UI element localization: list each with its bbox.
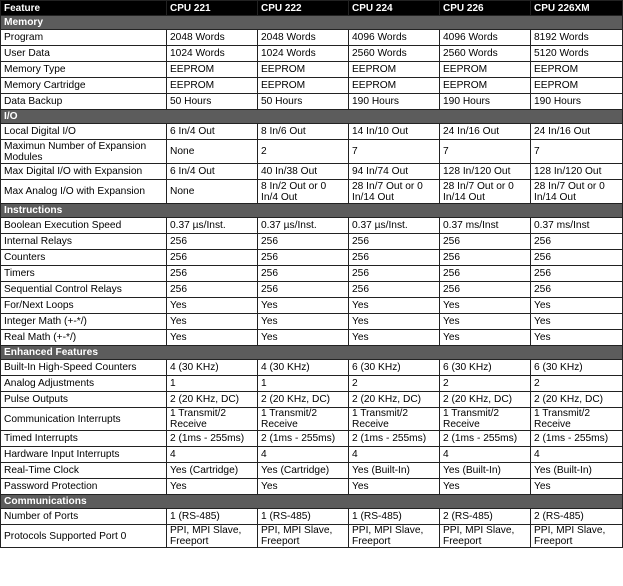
table-cell: Yes: [349, 314, 440, 330]
table-cell: EEPROM: [258, 78, 349, 94]
table-cell: Yes: [167, 330, 258, 346]
table-cell: EEPROM: [531, 78, 623, 94]
feature-label: Number of Ports: [1, 509, 167, 525]
table-cell: EEPROM: [440, 78, 531, 94]
table-row: [1, 408, 623, 431]
table-row: [1, 509, 623, 525]
table-cell: 0.37 ms/Inst: [531, 218, 623, 234]
table-row: [1, 447, 623, 463]
table-cell: 28 In/7 Out or 0 In/14 Out: [349, 180, 440, 204]
table-cell: 1 Transmit/2 Receive: [349, 408, 440, 431]
table-row: [1, 30, 623, 46]
table-cell: PPI, MPI Slave, Freeport: [167, 525, 258, 548]
table-cell: Yes (Built-In): [531, 463, 623, 479]
column-header-cpu-226xm: CPU 226XM: [531, 1, 623, 16]
table-cell: PPI, MPI Slave, Freeport: [531, 525, 623, 548]
table-cell: 256: [349, 282, 440, 298]
table-cell: Yes: [349, 298, 440, 314]
table-cell: EEPROM: [258, 62, 349, 78]
table-cell: Yes: [349, 479, 440, 495]
table-cell: Yes: [258, 314, 349, 330]
table-cell: 50 Hours: [258, 94, 349, 110]
table-cell: Yes: [531, 314, 623, 330]
table-cell: 256: [258, 266, 349, 282]
table-cell: 256: [349, 250, 440, 266]
table-cell: Yes (Built-In): [440, 463, 531, 479]
table-cell: 8192 Words: [531, 30, 623, 46]
table-cell: 6 (30 KHz): [531, 360, 623, 376]
table-cell: 28 In/7 Out or 0 In/14 Out: [440, 180, 531, 204]
table-cell: EEPROM: [349, 62, 440, 78]
table-cell: 1 Transmit/2 Receive: [440, 408, 531, 431]
table-row: [1, 360, 623, 376]
feature-label: Hardware Input Interrupts: [1, 447, 167, 463]
table-cell: None: [167, 140, 258, 164]
table-cell: Yes: [440, 330, 531, 346]
table-cell: 4 (30 KHz): [258, 360, 349, 376]
table-row: [1, 431, 623, 447]
table-cell: 256: [258, 234, 349, 250]
feature-label: Max Analog I/O with Expansion: [1, 180, 167, 204]
table-cell: Yes (Cartridge): [167, 463, 258, 479]
feature-label: Internal Relays: [1, 234, 167, 250]
feature-label: Counters: [1, 250, 167, 266]
table-cell: 2 (RS-485): [531, 509, 623, 525]
table-cell: Yes: [167, 298, 258, 314]
table-row: [1, 94, 623, 110]
table-cell: 256: [531, 282, 623, 298]
table-cell: 1: [167, 376, 258, 392]
table-cell: PPI, MPI Slave, Freeport: [349, 525, 440, 548]
table-cell: 190 Hours: [349, 94, 440, 110]
feature-label: Communication Interrupts: [1, 408, 167, 431]
feature-label: Boolean Execution Speed: [1, 218, 167, 234]
table-cell: 256: [531, 234, 623, 250]
feature-label: User Data: [1, 46, 167, 62]
feature-label: Memory Type: [1, 62, 167, 78]
table-cell: 24 In/16 Out: [531, 124, 623, 140]
table-row: [1, 124, 623, 140]
table-cell: PPI, MPI Slave, Freeport: [440, 525, 531, 548]
table-cell: Yes: [531, 298, 623, 314]
feature-label: Analog Adjustments: [1, 376, 167, 392]
feature-label: Sequential Control Relays: [1, 282, 167, 298]
table-cell: 0.37 µs/Inst.: [167, 218, 258, 234]
table-cell: 0.37 µs/Inst.: [258, 218, 349, 234]
column-header-cpu-222: CPU 222: [258, 1, 349, 16]
feature-label: Password Protection: [1, 479, 167, 495]
table-cell: 94 In/74 Out: [349, 164, 440, 180]
table-cell: 8 In/2 Out or 0 In/4 Out: [258, 180, 349, 204]
table-cell: 2 (20 KHz, DC): [349, 392, 440, 408]
table-cell: Yes (Built-In): [349, 463, 440, 479]
table-cell: 1024 Words: [258, 46, 349, 62]
feature-label: Program: [1, 30, 167, 46]
feature-label: Max Digital I/O with Expansion: [1, 164, 167, 180]
section-header-row: [1, 110, 623, 124]
table-cell: 2048 Words: [167, 30, 258, 46]
table-cell: 256: [349, 266, 440, 282]
table-cell: 6 (30 KHz): [349, 360, 440, 376]
table-cell: 256: [349, 234, 440, 250]
table-cell: EEPROM: [531, 62, 623, 78]
table-cell: 2048 Words: [258, 30, 349, 46]
table-cell: Yes: [531, 479, 623, 495]
table-cell: 4096 Words: [349, 30, 440, 46]
table-cell: EEPROM: [349, 78, 440, 94]
table-cell: Yes (Cartridge): [258, 463, 349, 479]
table-cell: EEPROM: [440, 62, 531, 78]
table-cell: 6 (30 KHz): [440, 360, 531, 376]
table-cell: 128 In/120 Out: [531, 164, 623, 180]
feature-label: Data Backup: [1, 94, 167, 110]
table-row: [1, 298, 623, 314]
table-cell: 6 In/4 Out: [167, 124, 258, 140]
feature-label: Timers: [1, 266, 167, 282]
table-row: [1, 314, 623, 330]
table-row: [1, 392, 623, 408]
table-cell: 28 In/7 Out or 0 In/14 Out: [531, 180, 623, 204]
table-cell: 256: [440, 234, 531, 250]
table-row: [1, 164, 623, 180]
table-cell: Yes: [440, 298, 531, 314]
table-cell: Yes: [440, 314, 531, 330]
table-cell: 4: [167, 447, 258, 463]
section-header-row: [1, 495, 623, 509]
table-cell: 256: [258, 282, 349, 298]
table-cell: 4: [531, 447, 623, 463]
table-cell: 2: [440, 376, 531, 392]
table-cell: 2 (20 KHz, DC): [258, 392, 349, 408]
table-cell: 256: [531, 250, 623, 266]
table-row: [1, 78, 623, 94]
table-cell: 256: [440, 250, 531, 266]
table-row: [1, 266, 623, 282]
table-cell: 2 (1ms - 255ms): [258, 431, 349, 447]
table-cell: 2 (1ms - 255ms): [167, 431, 258, 447]
table-cell: 190 Hours: [440, 94, 531, 110]
table-cell: 0.37 µs/Inst.: [349, 218, 440, 234]
column-header-feature: Feature: [1, 1, 167, 16]
column-header-cpu-224: CPU 224: [349, 1, 440, 16]
table-cell: Yes: [349, 330, 440, 346]
table-cell: 2 (1ms - 255ms): [440, 431, 531, 447]
table-cell: 0.37 ms/Inst: [440, 218, 531, 234]
table-row: [1, 180, 623, 204]
table-cell: 4: [440, 447, 531, 463]
feature-label: Maximun Number of Expansion Modules: [1, 140, 167, 164]
table-cell: 1 Transmit/2 Receive: [258, 408, 349, 431]
table-cell: 256: [531, 266, 623, 282]
section-title: Instructions: [1, 204, 623, 218]
table-body: [1, 16, 623, 548]
table-cell: Yes: [258, 479, 349, 495]
table-cell: 2: [349, 376, 440, 392]
table-row: [1, 330, 623, 346]
table-cell: 1: [258, 376, 349, 392]
table-cell: 2 (1ms - 255ms): [349, 431, 440, 447]
table-cell: 2: [258, 140, 349, 164]
table-cell: Yes: [440, 479, 531, 495]
table-cell: 256: [167, 266, 258, 282]
table-cell: 256: [167, 234, 258, 250]
table-cell: 2 (20 KHz, DC): [440, 392, 531, 408]
table-cell: 8 In/6 Out: [258, 124, 349, 140]
table-row: [1, 140, 623, 164]
table-cell: 4: [349, 447, 440, 463]
table-cell: 128 In/120 Out: [440, 164, 531, 180]
table-cell: Yes: [258, 298, 349, 314]
table-cell: 256: [167, 282, 258, 298]
table-cell: 2: [531, 376, 623, 392]
table-cell: 2560 Words: [440, 46, 531, 62]
table-row: [1, 62, 623, 78]
table-cell: 4 (30 KHz): [167, 360, 258, 376]
table-cell: 24 In/16 Out: [440, 124, 531, 140]
feature-label: Integer Math (+-*/): [1, 314, 167, 330]
table-cell: Yes: [167, 314, 258, 330]
table-cell: EEPROM: [167, 62, 258, 78]
table-row: [1, 525, 623, 548]
table-row: [1, 218, 623, 234]
table-row: [1, 250, 623, 266]
section-header-row: [1, 346, 623, 360]
table-cell: PPI, MPI Slave, Freeport: [258, 525, 349, 548]
table-cell: 6 In/4 Out: [167, 164, 258, 180]
table-cell: 1 Transmit/2 Receive: [167, 408, 258, 431]
feature-label: Real-Time Clock: [1, 463, 167, 479]
table-cell: 1 (RS-485): [349, 509, 440, 525]
table-cell: 256: [258, 250, 349, 266]
column-header-cpu-226: CPU 226: [440, 1, 531, 16]
table-cell: EEPROM: [167, 78, 258, 94]
table-cell: 7: [531, 140, 623, 164]
table-cell: 2 (20 KHz, DC): [167, 392, 258, 408]
table-cell: 14 In/10 Out: [349, 124, 440, 140]
feature-label: For/Next Loops: [1, 298, 167, 314]
feature-label: Protocols Supported Port 0: [1, 525, 167, 548]
table-row: [1, 463, 623, 479]
column-header-cpu-221: CPU 221: [167, 1, 258, 16]
feature-label: Built-In High-Speed Counters: [1, 360, 167, 376]
table-cell: Yes: [258, 330, 349, 346]
table-cell: 1 (RS-485): [167, 509, 258, 525]
section-title: Communications: [1, 495, 623, 509]
feature-label: Local Digital I/O: [1, 124, 167, 140]
table-cell: 4096 Words: [440, 30, 531, 46]
table-cell: 2 (1ms - 255ms): [531, 431, 623, 447]
table-cell: 2 (20 KHz, DC): [531, 392, 623, 408]
table-cell: 50 Hours: [167, 94, 258, 110]
section-title: I/O: [1, 110, 623, 124]
table-cell: 190 Hours: [531, 94, 623, 110]
table-cell: 4: [258, 447, 349, 463]
table-cell: 2 (RS-485): [440, 509, 531, 525]
table-row: [1, 479, 623, 495]
table-cell: 256: [440, 282, 531, 298]
section-title: Enhanced Features: [1, 346, 623, 360]
table-cell: Yes: [167, 479, 258, 495]
table-cell: Yes: [531, 330, 623, 346]
table-row: [1, 282, 623, 298]
table-cell: 1024 Words: [167, 46, 258, 62]
table-cell: 256: [167, 250, 258, 266]
table-cell: 7: [349, 140, 440, 164]
table-cell: 40 In/38 Out: [258, 164, 349, 180]
feature-label: Real Math (+-*/): [1, 330, 167, 346]
table-cell: 256: [440, 266, 531, 282]
table-cell: None: [167, 180, 258, 204]
feature-label: Pulse Outputs: [1, 392, 167, 408]
header-row: [1, 1, 623, 16]
table-cell: 2560 Words: [349, 46, 440, 62]
table-cell: 1 Transmit/2 Receive: [531, 408, 623, 431]
table-cell: 1 (RS-485): [258, 509, 349, 525]
table-row: [1, 46, 623, 62]
section-header-row: [1, 16, 623, 30]
feature-label: Timed Interrupts: [1, 431, 167, 447]
table-cell: 7: [440, 140, 531, 164]
table-row: [1, 234, 623, 250]
table-row: [1, 376, 623, 392]
section-title: Memory: [1, 16, 623, 30]
section-header-row: [1, 204, 623, 218]
table-cell: 5120 Words: [531, 46, 623, 62]
feature-label: Memory Cartridge: [1, 78, 167, 94]
